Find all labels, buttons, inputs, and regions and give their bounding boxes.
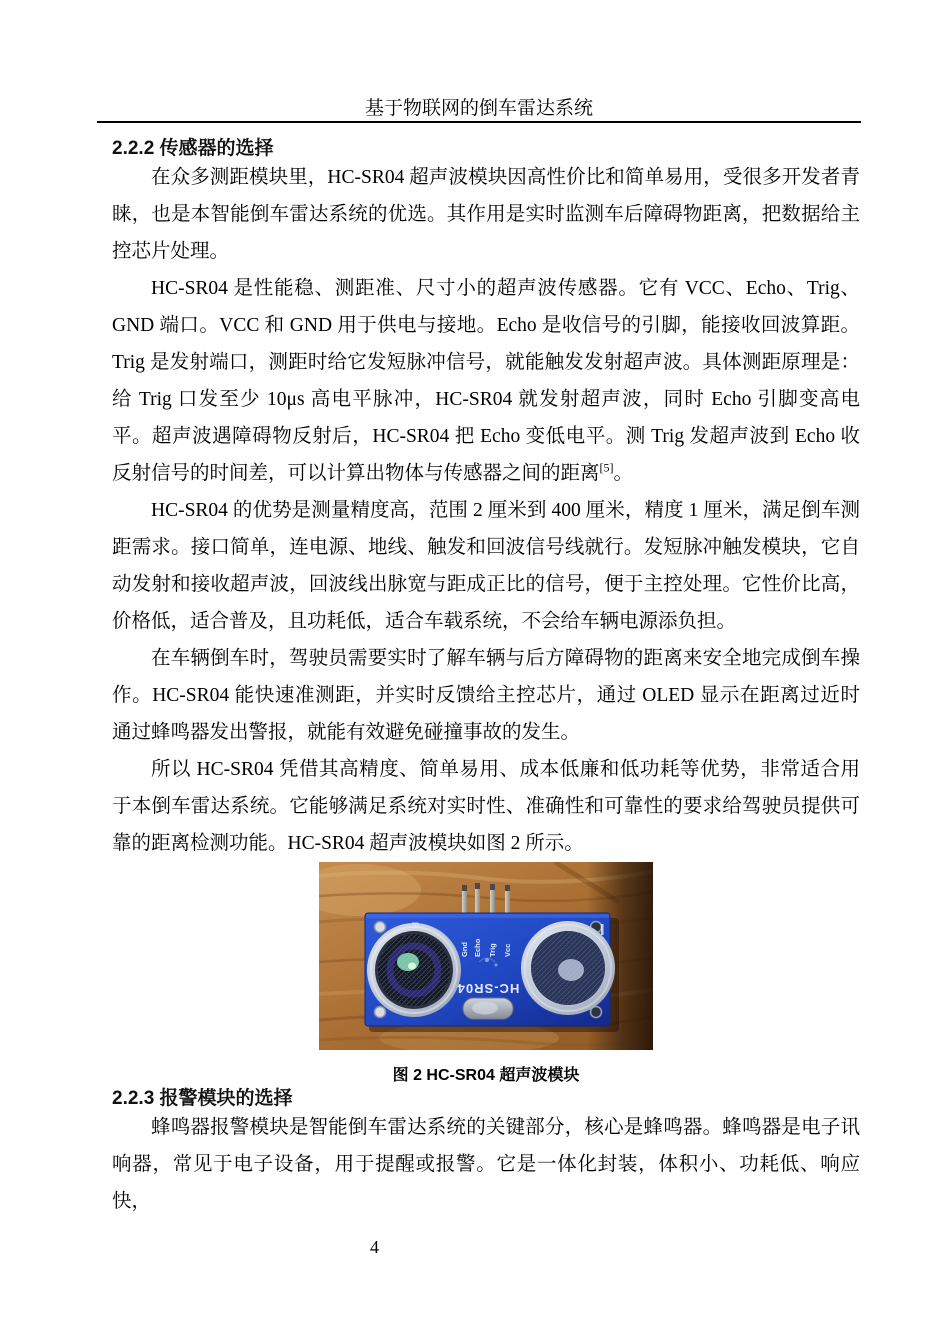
page-number: 4: [370, 1237, 379, 1257]
paragraph-sensor-principle-period: 。: [613, 463, 634, 484]
transducer-highlight: [558, 959, 584, 981]
paragraph-sensor-principle-text: HC-SR04 是性能稳、测距准、尺寸小的超声波传感器。它有 VCC、Echo、Trig、GND 端口。VCC 和 GND 用于供电与接地。Echo 是收信号的引脚，能接收回波算距。Trig 是发射端口，测距时给它发短脉冲信号，就能触发发射超声波。具体测距原理是：给 Trig 口发至少 10μs 高电平脉冲，HC-SR04 就发射超声波，同时 Echo 引脚变高电平。超声波遇障碍物反射后，HC-SR04 把 Echo 变低电平。测 Trig 发超声波到 Echo 收反射信号的时间差，可以计算出物体与传感器之间的距离: [112, 278, 860, 484]
transducer-highlight: [397, 953, 419, 971]
mounting-hole: [375, 1007, 386, 1018]
pin-label-gnd: Gnd: [460, 942, 469, 957]
left-transducer: [367, 923, 461, 1017]
page-content: [112, 138, 860, 1220]
running-header: [97, 98, 861, 123]
pin-label-trig: Trig: [488, 943, 497, 957]
pin-label-vcc: Vcc: [503, 943, 512, 957]
pin-label-echo: Echo: [473, 938, 482, 957]
figure-caption: 图 2 HC-SR04 超声波模块: [392, 1067, 580, 1084]
silkscreen-tick: [601, 924, 604, 935]
paragraph-sensor-conclusion: 所以 HC-SR04 凭借其高精度、简单易用、成本低廉和低功耗等优势，非常适合用于本倒车雷达系统。它能够满足系统对实时性、准确性和可靠性的要求给驾驶员提供可靠的距离检测功能。HC-SR04 超声波模块如图 2 所示。: [112, 759, 860, 854]
board-model-label: HC-SR04: [456, 981, 520, 996]
paragraph-reversing-scenario: 在车辆倒车时，驾驶员需要实时了解车辆与后方障碍物的距离来安全地完成倒车操作。HC-SR04 能快速准测距，并实时反馈给主控芯片，通过 OLED 显示在距离过近时通过蜂鸣器发出警报，就能有效避免碰撞事故的发生。: [112, 648, 860, 743]
paragraph-sensor-principle: [112, 270, 860, 492]
section-heading-2-2-3: 2.2.3 报警模块的选择: [112, 1088, 293, 1109]
crystal-oscillator: [463, 998, 513, 1019]
right-transducer: [521, 921, 615, 1015]
section-heading-2-2-2: 2.2.2 传感器的选择: [112, 138, 274, 159]
figure-hc-sr04: [112, 862, 860, 1085]
board-corner-mark: R: [410, 922, 420, 929]
paragraph-buzzer-intro: 蜂鸣器报警模块是智能倒车雷达系统的关键部分，核心是蜂鸣器。蜂鸣器是电子讯响器，常见于电子设备，用于提醒或报警。它是一体化封装，体积小、功耗低、响应快，: [112, 1117, 860, 1212]
citation-marker-5: [5]: [599, 460, 614, 475]
paragraph-sensor-intro: 在众多测距模块里，HC-SR04 超声波模块因高性价比和简单易用，受很多开发者青睐，也是本智能倒车雷达系统的优选。其作用是实时监测车后障碍物距离，把数据给主控芯片处理。: [112, 167, 860, 262]
mounting-hole: [375, 922, 386, 933]
hc-sr04-photo: [319, 862, 653, 1050]
paragraph-sensor-advantages: HC-SR04 的优势是测量精度高，范围 2 厘米到 400 厘米，精度 1 厘米，满足倒车测距需求。接口简单，连电源、地线、触发和回波信号线就行。发短脉冲触发模块，它自动发射和接收超声波，回波线出脉宽与距成正比的信号，便于主控处理。它性价比高，价格低，适合普及，且功耗低，适合车载系统，不会给车辆电源添负担。: [112, 500, 860, 632]
running-header-title: 基于物联网的倒车雷达系统: [364, 98, 593, 119]
